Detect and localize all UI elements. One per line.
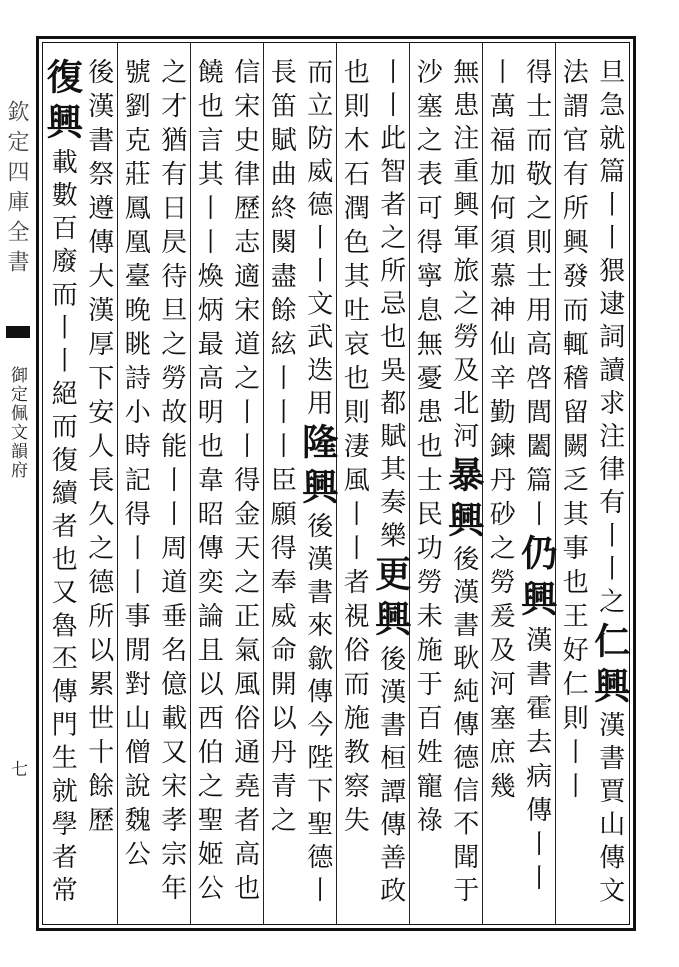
column-text: 丨臣願得奉威命開以丹青之 <box>266 432 297 840</box>
column-text: 後漢書來歙傳今陛下聖德丨 <box>302 512 333 910</box>
column-text: 饒也言其丨丨煥炳最高明也韋昭傳奕論且以西伯之聖姬公 <box>193 58 224 908</box>
text-column <box>298 58 338 918</box>
text-column <box>188 58 228 918</box>
column-text: 無患注重興軍旅之勞及北河 <box>448 58 479 456</box>
column-text: 法謂官有所興發而輒稽留闕乏其事也 <box>558 58 589 602</box>
entry-heading: 復興 <box>41 58 84 148</box>
entry-heading: 仍興 <box>515 534 558 626</box>
column-text: 丨丨此智者之所忌也吳都賦其奏樂 <box>375 58 406 555</box>
column-text: 旦急就篇丨丨猥逮詞讀求注律有丨丨之 <box>594 58 625 621</box>
book-title: 欽定四庫全書 <box>4 100 29 280</box>
column-text: 長笛賦曲終闋盡餘絃丨丨 <box>266 58 297 432</box>
text-column <box>115 58 155 918</box>
column-text: 也則木石潤色其吐哀也則淒風丨丨 <box>339 58 370 568</box>
margin-black-block <box>6 326 30 338</box>
entry-heading: 暴興 <box>442 455 485 546</box>
entry-heading: 仁興 <box>588 621 631 712</box>
column-text: 信宋史律歷志適宋道之丨丨得金天之正氣風俗通堯者高也 <box>229 58 260 908</box>
column-text: 漢書賈山傳文 <box>594 711 625 910</box>
text-column <box>444 58 484 918</box>
column-text: 後漢書桓譚傳善政 <box>375 644 406 910</box>
column-text: 沙塞之表可得寧息無憂患也 <box>412 58 443 466</box>
column-text: 之才猶有日昃待旦之勞故能丨丨周道垂名億載又宋孝宗年 <box>156 58 187 908</box>
entry-heading: 隆興 <box>296 422 339 513</box>
text-column <box>261 58 301 918</box>
entry-heading: 更興 <box>369 555 412 645</box>
book-subtitle: 御定佩文韻府 <box>7 366 27 480</box>
text-column <box>407 58 447 918</box>
column-text: 得士而敬之則士用高啓閭闔篇丨 <box>521 58 552 534</box>
column-text: 載數百廢而丨丨絕而復續者也又魯丕傳門生就學者常 <box>47 147 78 909</box>
text-column <box>517 58 557 918</box>
column-text: 而立防威德丨丨文武迭用 <box>302 58 333 423</box>
column-text: 後漢書耿純傳德信不聞于 <box>448 545 479 910</box>
column-text: 者視俗而施教察失 <box>339 568 370 840</box>
text-column <box>152 58 192 918</box>
text-column <box>371 58 411 918</box>
column-text: 後漢書祭遵傳大漢厚下安人長久之德所以累世十餘歷 <box>83 58 114 840</box>
column-text: 丨萬福加何須慕神仙辛勤鍊丹砂 <box>485 58 516 534</box>
text-column <box>480 58 520 918</box>
text-column <box>590 58 630 918</box>
text-column <box>553 58 593 918</box>
column-text: 之勞爰及河塞庶幾 <box>485 534 516 806</box>
column-text: 漢書霍去病傳丨丨 <box>521 626 552 898</box>
text-column <box>334 58 374 918</box>
text-column <box>42 58 82 918</box>
text-column <box>225 58 265 918</box>
left-margin <box>0 36 37 931</box>
page-number: 七 <box>7 760 27 777</box>
text-column <box>79 58 119 918</box>
column-text: 王好仁則丨丨 <box>558 602 589 806</box>
column-text: 號劉克莊鳳凰臺晚眺詩小時記得丨丨事閒對山僧說魏公 <box>120 58 151 874</box>
column-text: 士民功勞未施于百姓寵祿 <box>412 466 443 840</box>
